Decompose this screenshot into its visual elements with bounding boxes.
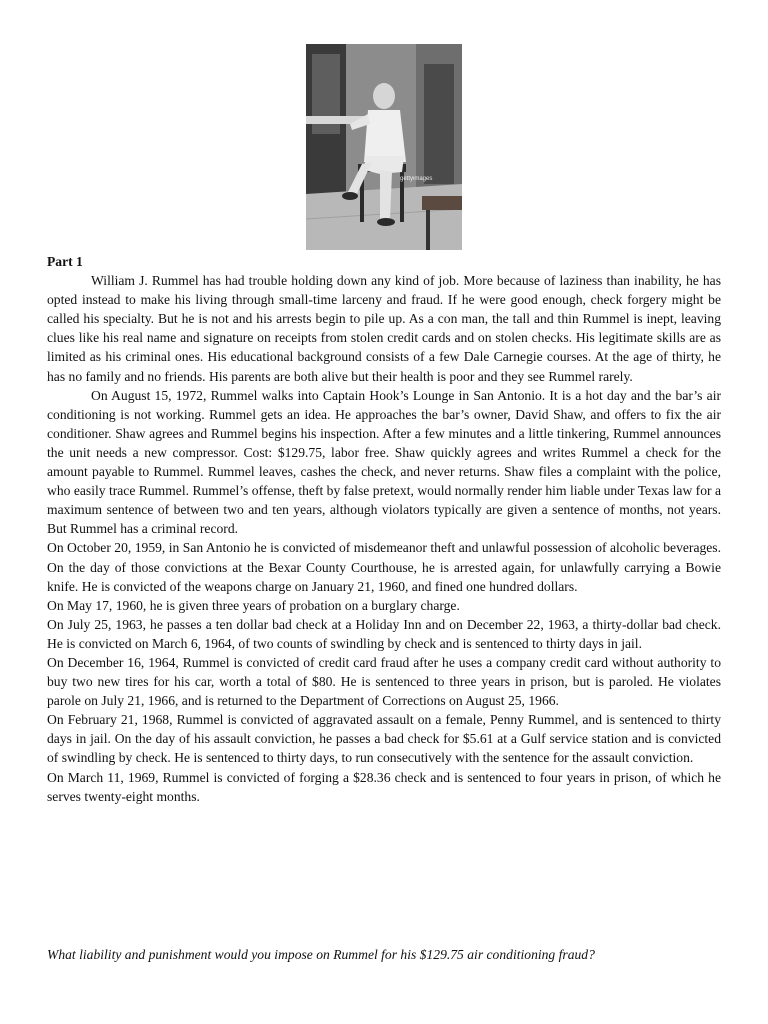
paragraph-record-1960: On May 17, 1960, he is given three years of probation on a burglary charge. bbox=[47, 597, 460, 613]
photo-illustration bbox=[306, 44, 462, 250]
discussion-question: What liability and punishment would you impose on Rummel for his $129.75 air conditioning fraud? bbox=[47, 947, 595, 962]
paragraph-record-1969: On March 11, 1969, Rummel is convicted of forging a $28.36 check and is sentenced to four years in prison, of which he serves twenty-eight months. bbox=[47, 769, 721, 804]
photo-rummel-seated bbox=[306, 44, 462, 250]
case-text bbox=[47, 252, 721, 806]
paragraph-record-1968: On February 21, 1968, Rummel is convicted of aggravated assault on a female, Penny Rummel, and is sentenced to thirty days in jail. On the day of his assault conviction, he passes a bad check for $5.61 at a Gulf service station and is convicted of swindling by check. He is sentenced to thirty days, to run consecutively with the sentence for the assault conviction. bbox=[47, 712, 721, 766]
photo-watermark: gettyimages bbox=[400, 176, 433, 182]
paragraph-record-1963: On July 25, 1963, he passes a ten dollar bad check at a Holiday Inn and on December 22, 1963, a thirty-dollar bad check. He is convicted on March 6, 1964, of two counts of swindling by check and is sentenced to thirty days in jail. bbox=[47, 616, 721, 651]
paragraph-record-1964: On December 16, 1964, Rummel is convicted of credit card fraud after he uses a company credit card without authority to buy two new tires for his car, worth a total of $80. He is sentenced to three years in prison, but is paroled. He violates parole on July 21, 1966, and is returned to the Department of Corrections on August 25, 1966. bbox=[47, 654, 721, 709]
paragraph-incident: On August 15, 1972, Rummel walks into Captain Hook’s Lounge in San Antonio. It is a hot day and the bar’s air conditioning is not working. Rummel gets an idea. He approaches the bar’s owner, David Shaw, and offers to fix the air conditioner. Shaw agrees and Rummel begins his inspection. After a few minutes and a little tinkering, Rummel announces the unit needs a new compressor. Cost: $129.75, labor free. Shaw quickly agrees and writes Rummel a check for the amount payable to Rummel. Rummel leaves, cashes the check, and never returns. Shaw files a complaint with the police, who easily trace Rummel. Rummel’s offense, theft by false pretext, would normally render him liable under Texas law for a maximum sentence of between two and ten years, although violators typically are given a sentence of months, not years. But Rummel has a criminal record. bbox=[47, 387, 721, 537]
paragraph-intro: William J. Rummel has had trouble holding down any kind of job. More because of laziness than inability, he has opted instead to make his living through small-time larceny and fraud. If he were good enough, check forgery might be called his specialty. But he is not and his arrests begin to pile up. As a con man, the tall and thin Rummel is inept, leaving clues like his real name and signature on receipts from stolen credit cards and on stolen checks. His legitimate skills are as limited as his criminal ones. His educational background consists of a few Dale Carnegie courses. At the age of thirty, he has no family and no friends. His parents are both alive but their health is poor and they see Rummel rarely. bbox=[47, 273, 721, 384]
part-heading: Part 1 bbox=[47, 254, 83, 269]
paragraph-record-1959: On October 20, 1959, in San Antonio he is convicted of misdemeanor theft and unlawful possession of alcoholic beverages. On the day of those convictions at the Bexar County Courthouse, he is arrested again, for unlawfully carrying a Bowie knife. He is convicted of the weapons charge on January 21, 1960, and fined one hundred dollars. bbox=[47, 540, 721, 594]
